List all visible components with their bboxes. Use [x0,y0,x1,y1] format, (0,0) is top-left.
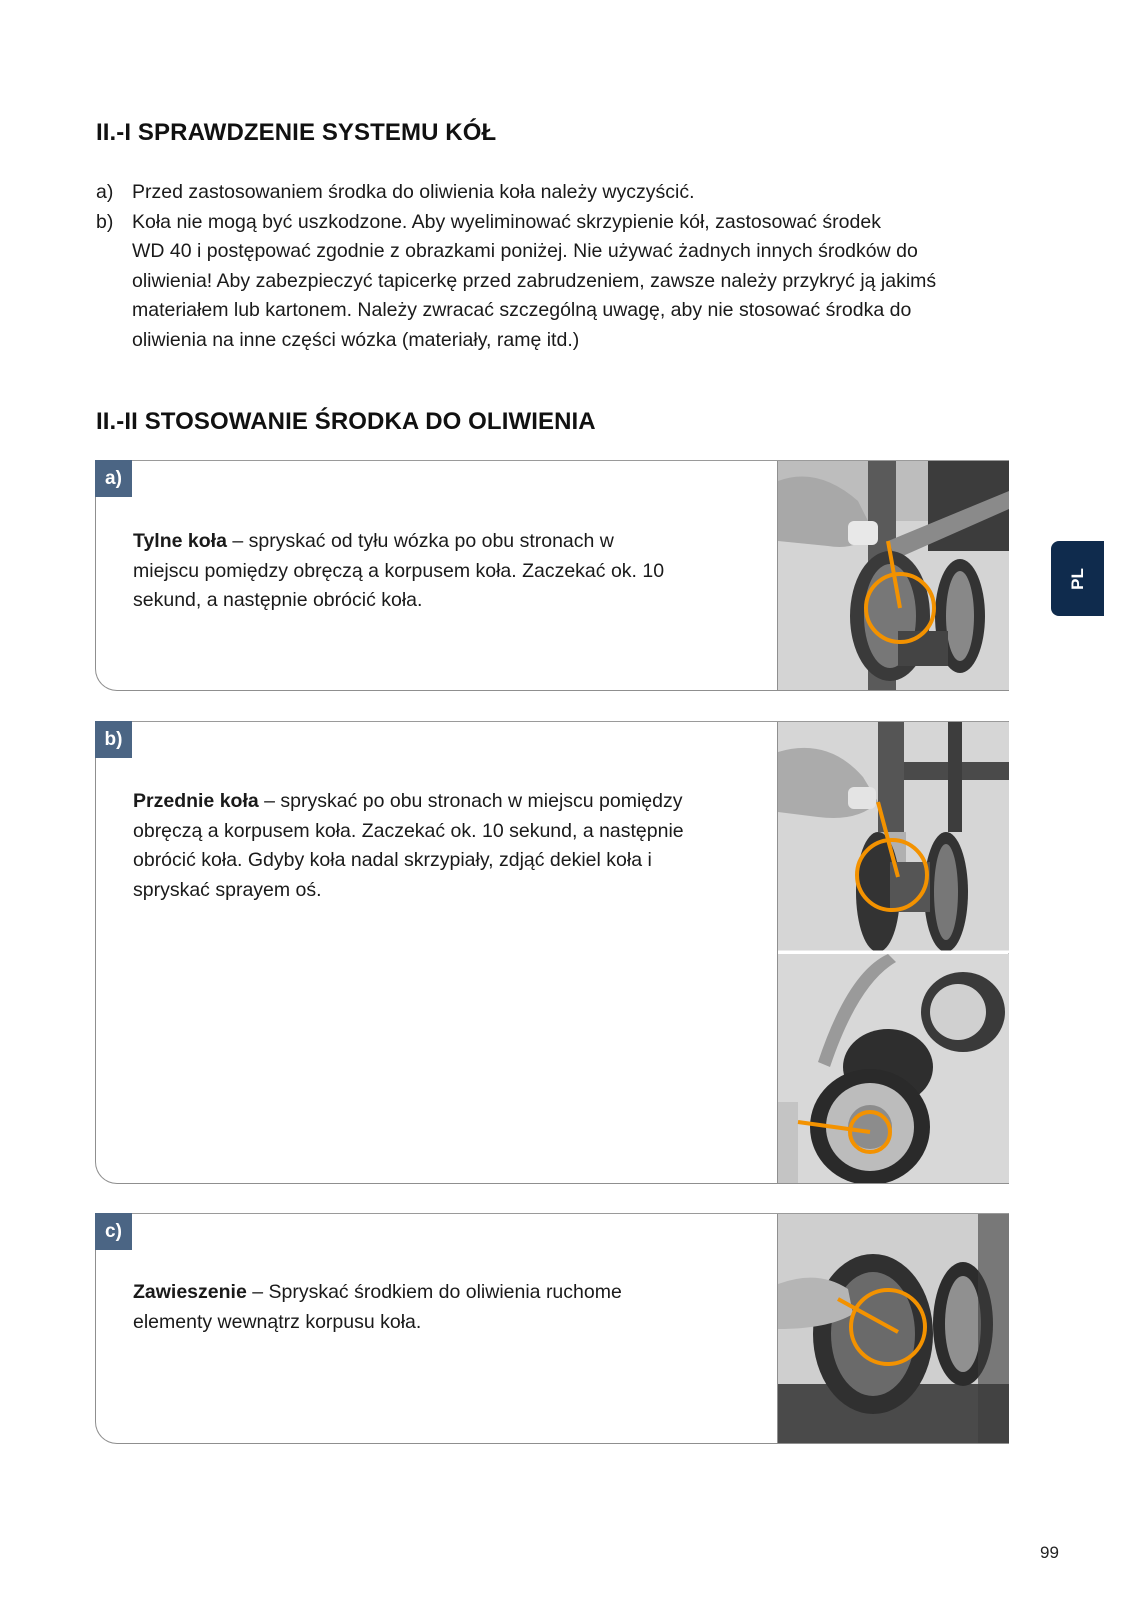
section-heading-lubrication: II.-II STOSOWANIE ŚRODKA DO OLIWIENIA [96,408,596,435]
step-panel-suspension [95,1213,1009,1444]
step-title: Zawieszenie [133,1281,247,1303]
section-heading-wheel-check: II.-I SPRAWDZENIE SYSTEMU KÓŁ [96,119,497,146]
step-title: Przednie koła [133,790,259,812]
list-item-line: oliwienia! Aby zabezpieczyć tapicerkę przed zabrudzeniem, zawsze należy przykryć ją jakimś [132,269,937,292]
step-text: Przednie koła – spryskać po obu stronach w miejscu pomiędzy obręczą a korpusem koła. Zaczekać ok. 10 sekund, a następnie obrócić koła. Gdyby koła nadal skrzypiały, zdjąć dekiel koła i spryskać sprayem oś. [133,790,684,901]
page-number: 99 [1040,1543,1059,1562]
instruction-list [96,178,1036,355]
step-tag: a) [95,460,132,497]
list-item-line: materiałem lub kartonem. Należy zwracać szczególną uwagę, aby nie stosować środka do [132,299,912,321]
list-item [96,208,1036,356]
language-tab [1051,541,1104,616]
rear-wheel-photo [777,461,1009,690]
list-marker: a) [96,181,114,203]
step-tag: b) [95,721,132,758]
suspension-photo [777,1214,1009,1443]
step-title: Tylne koła [133,530,227,552]
list-item [96,178,1036,208]
list-item-line: oliwienia na inne części wózka (materiały, ramę itd.) [132,328,580,351]
step-tag: c) [95,1213,132,1250]
list-item-text: Przed zastosowaniem środka do oliwienia koła należy wyczyścić. [132,181,695,203]
list-item-line: Koła nie mogą być uszkodzone. Aby wyeliminować skrzypienie kół, zastosować środek [132,210,881,233]
step-panel-rear-wheels [95,460,1009,691]
language-tab-label: PL [1067,567,1087,590]
list-item-line: WD 40 i postępować zgodnie z obrazkami poniżej. Nie używać żadnych innych środków do [132,240,918,262]
step-text: Zawieszenie – Spryskać środkiem do oliwienia ruchome elementy wewnątrz korpusu koła. [133,1281,622,1333]
list-marker: b) [96,210,114,233]
front-wheel-photos [777,722,1009,1183]
step-text: Tylne koła – spryskać od tyłu wózka po obu stronach w miejscu pomiędzy obręczą a korpusem koła. Zaczekać ok. 10 sekund, a następnie obrócić koła. [133,530,665,611]
step-panel-front-wheels [95,721,1009,1184]
